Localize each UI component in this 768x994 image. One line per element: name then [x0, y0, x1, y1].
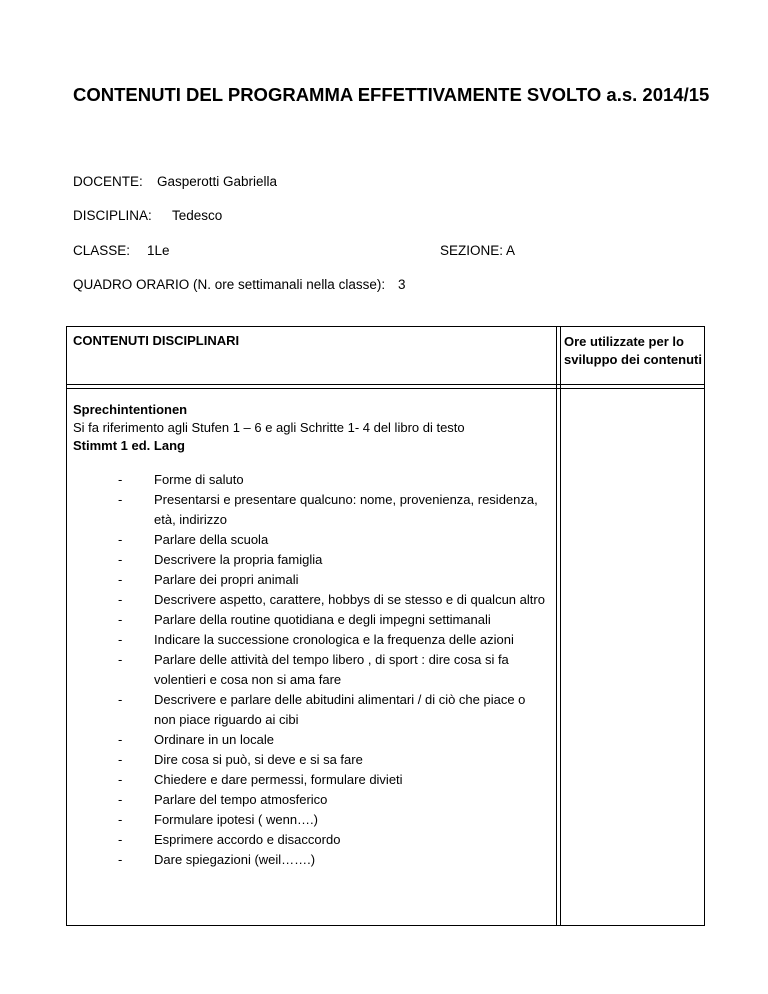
list-item-text: Descrivere la propria famiglia	[154, 552, 323, 567]
list-bullet: -	[118, 732, 123, 747]
list-item-text: Indicare la successione cronologica e la frequenza delle azioni	[154, 632, 514, 647]
list-item-text: Parlare delle attività del tempo libero , di sport : dire cosa si fa volentieri e cosa non si ama fare	[154, 652, 509, 687]
list-item	[67, 530, 556, 550]
section-reference: Si fa riferimento agli Stufen 1 – 6 e agli Schritte 1- 4 del libro di testo	[73, 420, 465, 435]
list-bullet: -	[118, 752, 123, 767]
document-title: CONTENUTI DEL PROGRAMMA EFFETTIVAMENTE SVOLTO a.s. 2014/15	[73, 84, 710, 105]
list-bullet: -	[118, 852, 123, 867]
list-bullet: -	[118, 492, 123, 507]
list-item	[67, 850, 556, 870]
list-item-text: Presentarsi e presentare qualcuno: nome, provenienza, residenza, età, indirizzo	[154, 492, 538, 527]
list-item-text: Esprimere accordo e disaccordo	[154, 832, 341, 847]
list-bullet: -	[118, 812, 123, 827]
list-item-text: Dire cosa si può, si deve e si sa fare	[154, 752, 363, 767]
list-bullet: -	[118, 652, 123, 667]
quadro-orario-label: QUADRO ORARIO (N. ore settimanali nella classe):	[73, 277, 386, 292]
list-item	[67, 810, 556, 830]
list-item	[67, 690, 556, 730]
column-header-hours: Ore utilizzate per lo sviluppo dei contenuti	[564, 334, 702, 367]
classe-label: CLASSE:	[73, 243, 131, 258]
table-column-divider-inner	[560, 327, 561, 925]
column-header-contents: CONTENUTI DISCIPLINARI	[73, 333, 240, 348]
list-item-text: Descrivere aspetto, carattere, hobbys di se stesso e di qualcun altro	[154, 592, 545, 607]
list-item-text: Ordinare in un locale	[154, 732, 274, 747]
list-bullet: -	[118, 612, 123, 627]
docente-value: Gasperotti Gabriella	[157, 174, 278, 189]
list-item	[67, 550, 556, 570]
list-item-text: Parlare della scuola	[154, 532, 269, 547]
list-bullet: -	[118, 692, 123, 707]
list-item-text: Formulare ipotesi ( wenn….)	[154, 812, 318, 827]
list-item	[67, 790, 556, 810]
list-item	[67, 750, 556, 770]
table-header-divider	[67, 384, 704, 385]
list-item-text: Descrivere e parlare delle abitudini alimentari / di ciò che piace o non piace riguardo ai cibi	[154, 692, 526, 727]
list-bullet: -	[118, 552, 123, 567]
table-column-divider	[556, 327, 557, 925]
list-item	[67, 630, 556, 650]
list-item	[67, 770, 556, 790]
contents-list	[67, 470, 556, 870]
list-item-text: Parlare della routine quotidiana e degli impegni settimanali	[154, 612, 491, 627]
list-bullet: -	[118, 532, 123, 547]
list-bullet: -	[118, 592, 123, 607]
disciplina-label: DISCIPLINA:	[73, 208, 152, 223]
contents-table	[66, 326, 705, 926]
list-item-text: Chiedere e dare permessi, formulare divieti	[154, 772, 403, 787]
list-bullet: -	[118, 572, 123, 587]
list-bullet: -	[118, 472, 123, 487]
table-header-divider-inner	[67, 388, 704, 389]
classe-value: 1Le	[147, 243, 170, 258]
list-item	[67, 470, 556, 490]
list-bullet: -	[118, 632, 123, 647]
list-item	[67, 650, 556, 690]
list-item	[67, 610, 556, 630]
list-item-text: Parlare dei propri animali	[154, 572, 299, 587]
list-item	[67, 830, 556, 850]
sezione-text: SEZIONE: A	[440, 243, 516, 258]
list-bullet: -	[118, 772, 123, 787]
list-bullet: -	[118, 832, 123, 847]
list-item-text: Forme di saluto	[154, 472, 244, 487]
list-item	[67, 590, 556, 610]
list-item-text: Parlare del tempo atmosferico	[154, 792, 328, 807]
list-item	[67, 730, 556, 750]
list-bullet: -	[118, 792, 123, 807]
docente-label: DOCENTE:	[73, 174, 143, 189]
disciplina-value: Tedesco	[172, 208, 223, 223]
list-item	[67, 490, 556, 530]
quadro-orario-value: 3	[398, 277, 406, 292]
section-textbook: Stimmt 1 ed. Lang	[73, 438, 185, 453]
list-item-text: Dare spiegazioni (weil…….)	[154, 852, 316, 867]
section-title: Sprechintentionen	[73, 402, 188, 417]
list-item	[67, 570, 556, 590]
